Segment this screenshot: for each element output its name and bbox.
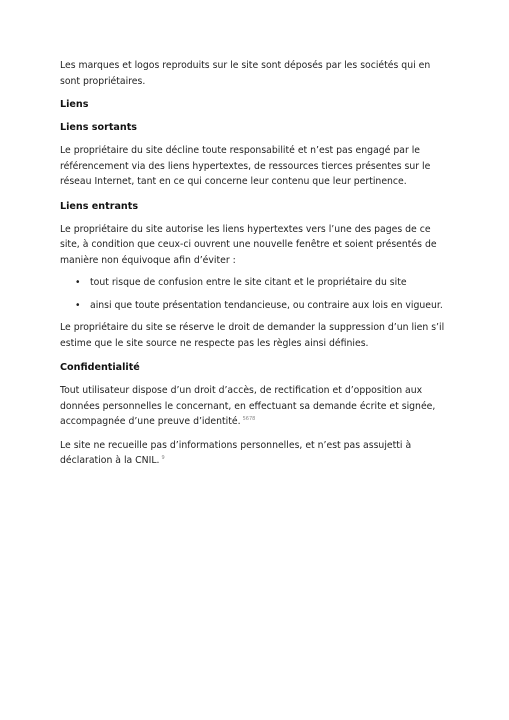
liens-entrants-closing-paragraph: Le propriétaire du site se réserve le droit de demander la suppression d’un lien s’il estime que le site source ne respecte pas les règles ainsi définies. [60, 322, 445, 349]
confidentialite-paragraph-2 [60, 438, 451, 469]
liens-sortants-paragraph: Le propriétaire du site décline toute responsabilité et n’est pas engagé par le référencement via des liens hypertextes, de ressources tierces présentes sur le réseau Internet, tant en ce qui concerne leur contenu que leur pertinence. [60, 145, 431, 187]
confidentialite-paragraph-1 [60, 383, 451, 430]
list-item [75, 298, 451, 314]
list-item-text: tout risque de confusion entre le site citant et le propriétaire du site [90, 277, 407, 288]
section-heading-liens: Liens [60, 99, 89, 110]
liens-entrants-paragraph: Le propriétaire du site autorise les liens hypertextes vers l’une des pages de ce site, à condition que ceux-ci ouvrent une nouvelle fenêtre et soient présentés de manière non équivoque afin d’éviter : [60, 223, 437, 266]
footnote-reference[interactable]: 5678 [242, 415, 256, 422]
list-item [75, 275, 451, 291]
section-heading-confidentialite: Confidentialité [60, 362, 140, 373]
confidentialite-text-2: Le site ne recueille pas d’informations personnelles, et n’est pas assujetti à déclaration à la CNIL. [60, 439, 412, 466]
subsection-heading-liens-entrants: Liens entrants [60, 200, 139, 212]
bullet-icon: • [75, 299, 81, 311]
footnote-reference[interactable]: 9 [161, 454, 165, 461]
confidentialite-text-1: Tout utilisateur dispose d’un droit d’accès, de rectification et d’opposition aux données personnelles le concernant, en effectuant sa demande écrite et signée, accompagnée d’une preuve d’identité. [60, 385, 436, 427]
intro-paragraph: Les marques et logos reproduits sur le site sont déposés par les sociétés qui en sont propriétaires. [60, 60, 431, 87]
subsection-heading-liens-sortants: Liens sortants [60, 122, 138, 133]
liens-entrants-list [60, 275, 451, 313]
list-item-text: ainsi que toute présentation tendancieuse, ou contraire aux lois en vigueur. [90, 299, 443, 311]
bullet-icon: • [75, 277, 81, 288]
